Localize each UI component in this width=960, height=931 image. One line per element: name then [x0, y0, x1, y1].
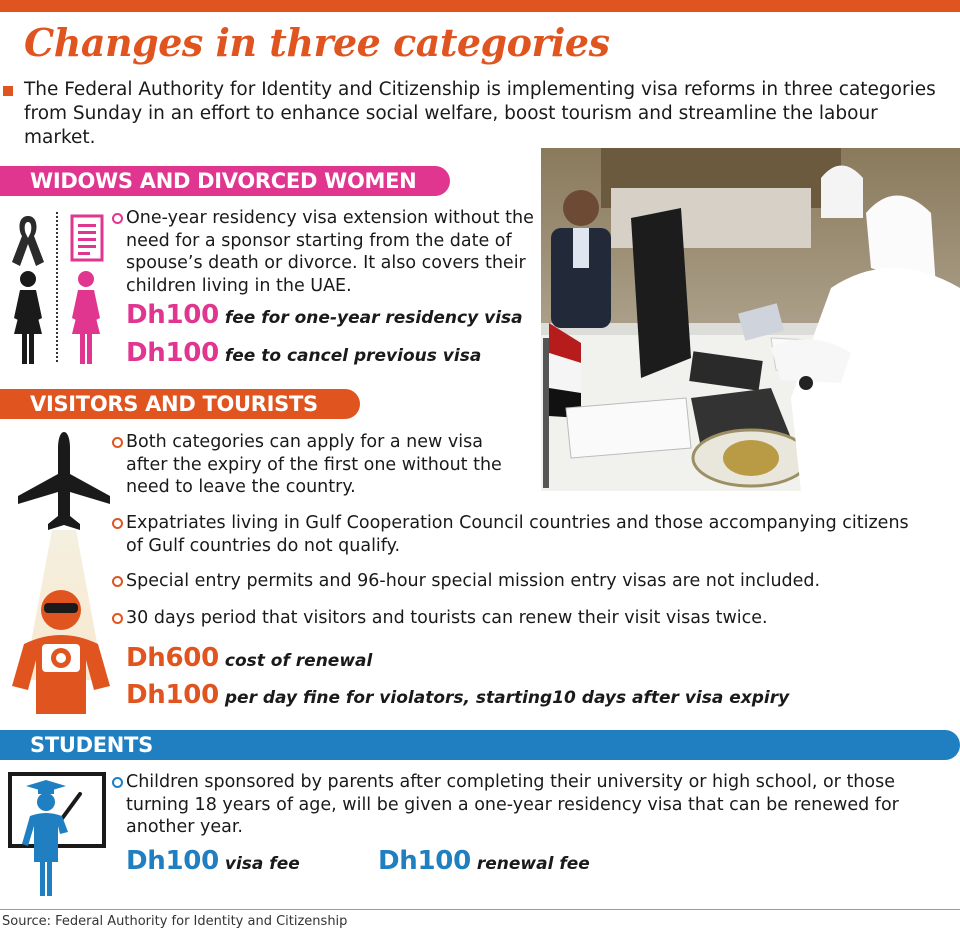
widows-fee-2 [126, 338, 481, 368]
fee-amount: Dh600 [126, 643, 219, 673]
bullet-icon [112, 518, 123, 529]
students-text: Children sponsored by parents after completing their university or high school, or those turning 18 years of age, will be given a one-year residency visa that can be renewed for another year. [126, 772, 899, 837]
bullet-icon [112, 213, 123, 224]
fee-label: visa fee [224, 854, 300, 874]
fee-label: cost of renewal [224, 651, 373, 671]
footer-divider [0, 909, 960, 910]
graduate-teacher-icon [8, 772, 108, 898]
widows-fee-1 [126, 300, 523, 330]
office-photo [541, 148, 960, 491]
woman-icon [8, 270, 48, 365]
fee-label: fee for one-year residency visa [224, 308, 523, 328]
students-fee-1 [126, 846, 300, 876]
divider-dotted [56, 212, 58, 362]
tourist-camera-icon [10, 586, 112, 716]
fee-amount: Dh100 [378, 846, 471, 876]
visitors-fee-1 [126, 643, 372, 673]
page-title: Changes in three categories [24, 20, 610, 65]
widows-text: One-year residency visa extension without the need for a sponsor starting from the date of spouse’s death or divorce. It also covers their children living in the UAE. [126, 208, 534, 296]
visitors-point-4: 30 days period that visitors and tourists can renew their visit visas twice. [126, 608, 768, 628]
visitors-point-2: Expatriates living in Gulf Cooperation Council countries and those accompanying citizens of Gulf countries do not qualify. [126, 513, 909, 556]
visitors-point-3: Special entry permits and 96-hour special mission entry visas are not included. [126, 571, 821, 591]
bullet-icon [112, 576, 123, 587]
bullet-icon [112, 437, 123, 448]
fee-amount: Dh100 [126, 300, 219, 330]
woman-pink-icon [66, 270, 106, 365]
visitors-fee-2 [126, 680, 789, 710]
top-accent-bar [0, 0, 960, 12]
students-heading: STUDENTS [0, 730, 960, 760]
intro-text: The Federal Authority for Identity and Citizenship is implementing visa reforms in three categories from Sunday in an effort to enhance social welfare, boost tourism and streamline the labour market. [24, 79, 936, 148]
source-credit: Source: Federal Authority for Identity and Citizenship [2, 914, 348, 929]
fee-label: fee to cancel previous visa [224, 346, 482, 366]
fee-amount: Dh100 [126, 680, 219, 710]
bullet-icon [112, 613, 123, 624]
visitors-point-1: Both categories can apply for a new visa after the expiry of the first one without the need to leave the country. [126, 432, 502, 497]
intro-bullet [3, 86, 13, 96]
bullet-icon [112, 777, 123, 788]
fee-amount: Dh100 [126, 846, 219, 876]
fee-amount: Dh100 [126, 338, 219, 368]
visitors-heading: VISITORS AND TOURISTS [0, 389, 360, 419]
ribbon-icon [10, 212, 46, 268]
widows-heading: WIDOWS AND DIVORCED WOMEN [0, 166, 450, 196]
fee-label: per day fine for violators, starting10 days after visa expiry [224, 688, 790, 708]
fee-label: renewal fee [476, 854, 590, 874]
document-icon [70, 214, 104, 262]
students-fee-2 [378, 846, 590, 876]
